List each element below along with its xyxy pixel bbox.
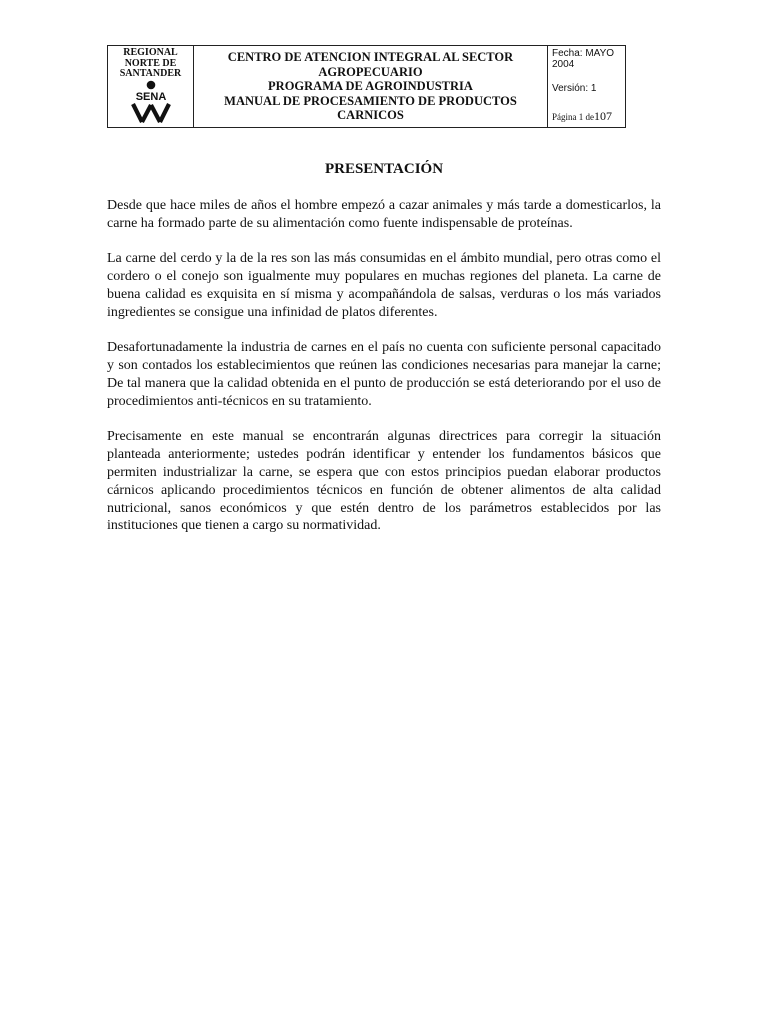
header-title-line: MANUAL DE PROCESAMIENTO DE PRODUCTOS bbox=[224, 93, 517, 108]
paragraph: Desafortunadamente la industria de carnes en el país no cuenta con suficiente personal capacitado y son contados los establecimientos que reúnen las condiciones necesarias para manejar la carne; De tal manera que la calidad obtenida en el punto de producción se está deteriorando por el uso de procedimientos anti-técnicos en su tratamiento. bbox=[107, 340, 661, 409]
regional-label bbox=[108, 48, 193, 80]
sena-logo bbox=[127, 80, 175, 124]
header-logo-cell bbox=[108, 46, 194, 127]
header-meta-cell bbox=[548, 46, 625, 127]
document-header bbox=[107, 45, 626, 128]
section-title: PRESENTACIÓN bbox=[324, 161, 444, 177]
regional-line: REGIONAL bbox=[123, 47, 178, 58]
paragraph: La carne del cerdo y la de la res son las más consumidas en el ámbito mundial, pero otras como el cordero o el conejo son igualmente muy populares en muchas regiones del planeta. La carne de buena calidad es exquisita en sí misma y acompañándola de salsas, verduras o los más variados ingredientes se consigue una infinidad de platos diferentes. bbox=[107, 251, 661, 320]
header-title-cell bbox=[194, 46, 548, 127]
page-number bbox=[552, 107, 612, 125]
version-label: Versión: 1 bbox=[552, 83, 597, 94]
page-number-prefix: Página 1 de bbox=[552, 112, 594, 122]
paragraph: Precisamente en este manual se encontrarán algunas directrices para corregir la situación planteada anteriormente; ustedes podrán identificar y entender los fundamentos básicos que permiten industrializar la carne, se espera que con estos principios puedan elaborar productos cárnicos aplicando procedimientos técnicos en función de obtener alimentos de alta calidad nutricional, sanos económicos y que estén dentro de los parámetros establecidos por las instituciones que tienen a cargo su normatividad. bbox=[107, 429, 661, 534]
page-number-total: 107 bbox=[594, 109, 612, 123]
body-text bbox=[107, 197, 661, 553]
fecha-year: 2004 bbox=[552, 59, 575, 70]
header-title-line: CARNICOS bbox=[337, 108, 404, 123]
header-title-line: PROGRAMA DE AGROINDUSTRIA bbox=[268, 79, 473, 94]
fecha-label: Fecha: MAYO bbox=[552, 48, 615, 59]
regional-line: NORTE DE bbox=[124, 57, 177, 69]
regional-line: SANTANDER bbox=[119, 68, 182, 79]
header-title-line: AGROPECUARIO bbox=[318, 64, 423, 79]
paragraph: Desde que hace miles de años el hombre empezó a cazar animales y más tarde a domesticarlos, la carne ha formado parte de su alimentación como fuente indispensable de proteínas. bbox=[107, 198, 661, 231]
header-title-line: CENTRO DE ATENCION INTEGRAL AL SECTOR bbox=[227, 50, 514, 65]
svg-text:SENA: SENA bbox=[135, 90, 166, 103]
